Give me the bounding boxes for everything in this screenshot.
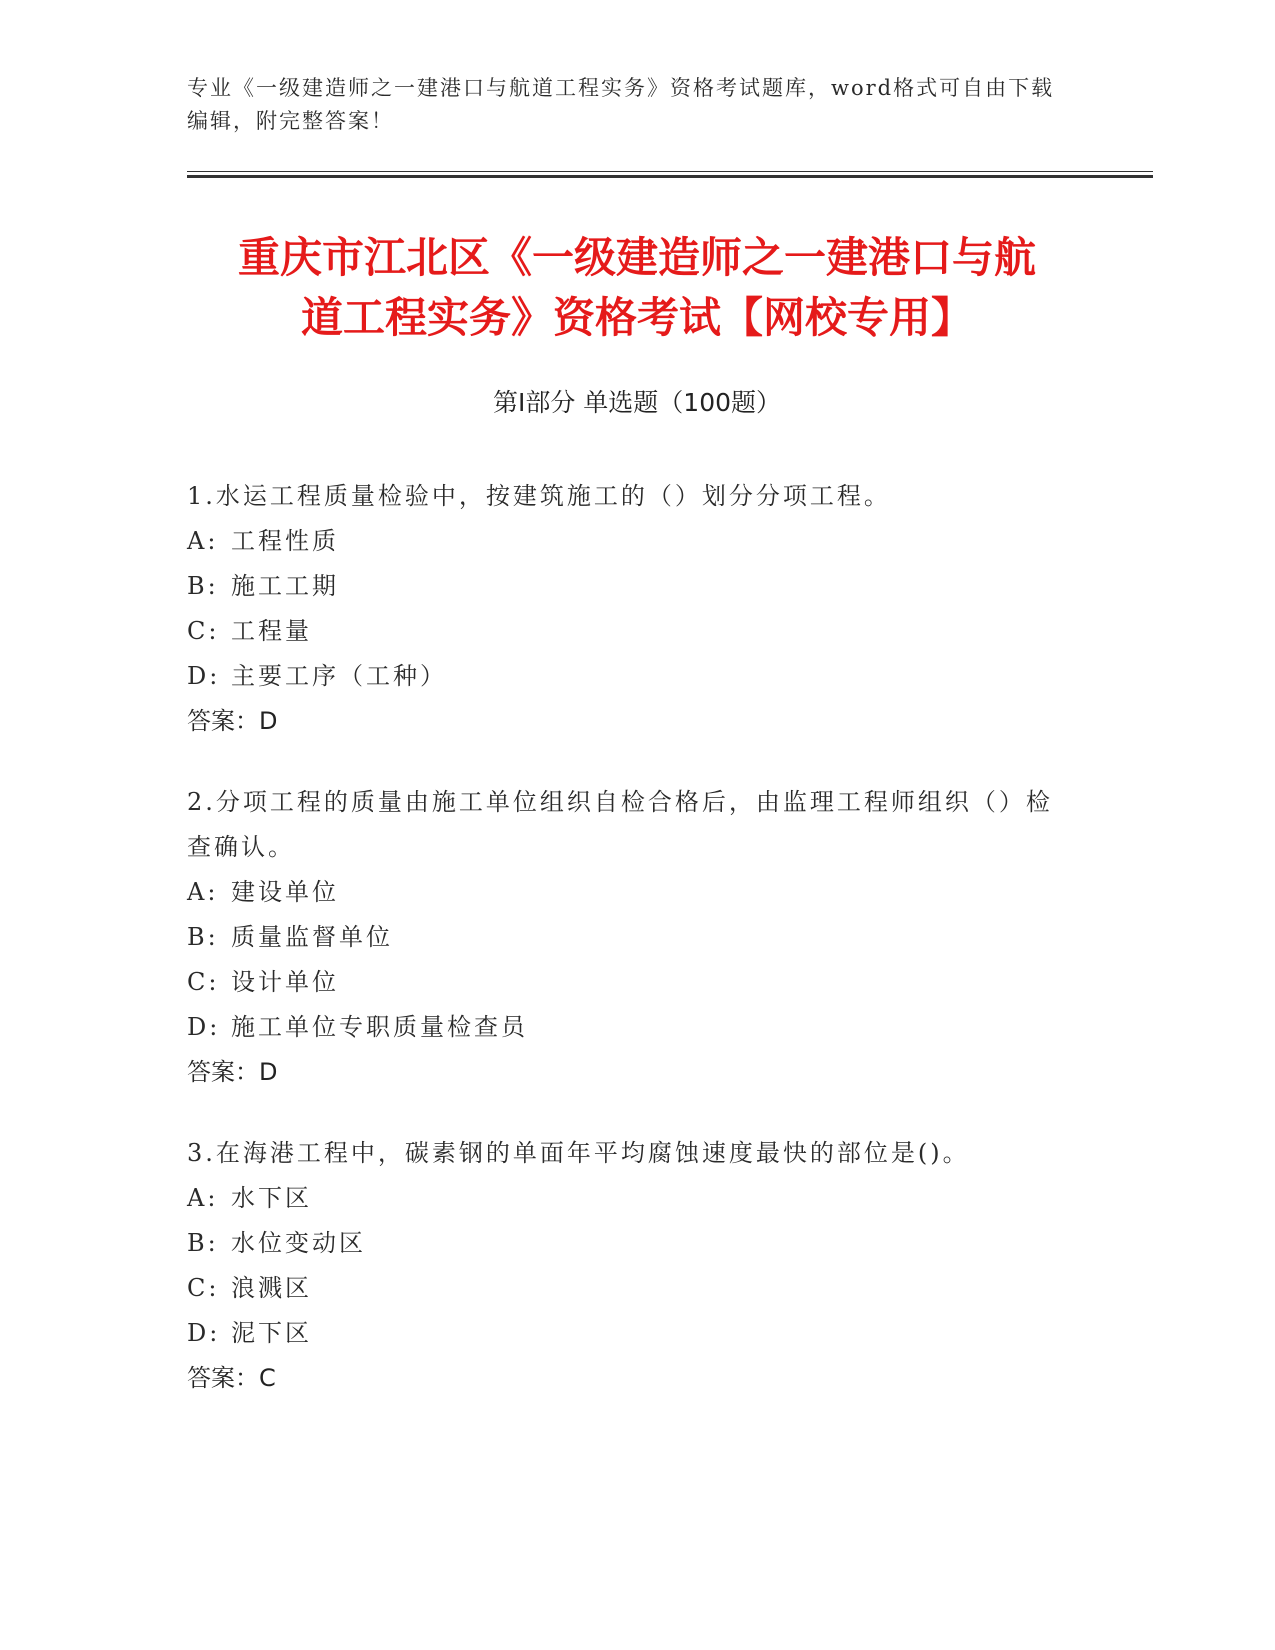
option-letter: D:	[187, 1319, 221, 1347]
answer: 答案：D	[187, 707, 278, 735]
page-title	[187, 228, 1087, 348]
option-letter: B:	[187, 923, 219, 951]
question-list	[187, 474, 1067, 1437]
option-text: 工程性质	[231, 527, 339, 555]
question-stem: 2.分项工程的质量由施工单位组织自检合格后，由监理工程师组织（）检查确认。	[187, 788, 1053, 861]
question-1	[187, 474, 1067, 744]
option-c	[187, 960, 1067, 1005]
option-letter: C:	[187, 968, 220, 996]
option-text: 浪溅区	[231, 1274, 312, 1302]
option-d	[187, 1311, 1067, 1356]
option-d	[187, 1005, 1067, 1050]
option-text: 工程量	[231, 617, 312, 645]
option-letter: D:	[187, 662, 221, 690]
header-divider-thin	[187, 171, 1153, 172]
option-d	[187, 654, 1067, 699]
option-text: 水位变动区	[231, 1229, 366, 1257]
question-stem: 1.水运工程质量检验中，按建筑施工的（）划分分项工程。	[187, 482, 891, 510]
option-text: 设计单位	[231, 968, 339, 996]
section-title: 第Ⅰ部分 单选题（100题）	[492, 388, 782, 417]
option-text: 施工工期	[231, 572, 339, 600]
option-text: 水下区	[231, 1184, 312, 1212]
option-letter: C:	[187, 1274, 220, 1302]
question-2	[187, 780, 1067, 1095]
option-a	[187, 1176, 1067, 1221]
option-letter: A:	[187, 1184, 219, 1212]
question-3	[187, 1131, 1067, 1401]
option-c	[187, 1266, 1067, 1311]
option-text: 建设单位	[231, 878, 339, 906]
question-stem: 3.在海港工程中，碳素钢的单面年平均腐蚀速度最快的部位是()。	[187, 1139, 970, 1167]
answer: 答案：D	[187, 1058, 278, 1086]
option-b	[187, 915, 1067, 960]
option-a	[187, 870, 1067, 915]
page-title-line-1: 重庆市江北区《一级建造师之一建港口与航	[237, 233, 1036, 282]
option-text: 泥下区	[231, 1319, 312, 1347]
option-letter: C:	[187, 617, 220, 645]
option-a	[187, 519, 1067, 564]
option-letter: D:	[187, 1013, 221, 1041]
option-letter: A:	[187, 878, 219, 906]
option-text: 质量监督单位	[231, 923, 393, 951]
option-text: 主要工序（工种）	[231, 662, 447, 690]
header-note: 专业《一级建造师之一建港口与航道工程实务》资格考试题库，word格式可自由下载编辑，附完整答案！	[187, 76, 1055, 133]
header-divider-thick	[187, 175, 1153, 178]
option-letter: A:	[187, 527, 219, 555]
option-b	[187, 564, 1067, 609]
option-letter: B:	[187, 1229, 219, 1257]
option-c	[187, 609, 1067, 654]
option-b	[187, 1221, 1067, 1266]
page-title-line-2: 道工程实务》资格考试【网校专用】	[300, 293, 973, 342]
option-letter: B:	[187, 572, 219, 600]
answer: 答案：C	[187, 1364, 276, 1392]
option-text: 施工单位专职质量检查员	[231, 1013, 528, 1041]
